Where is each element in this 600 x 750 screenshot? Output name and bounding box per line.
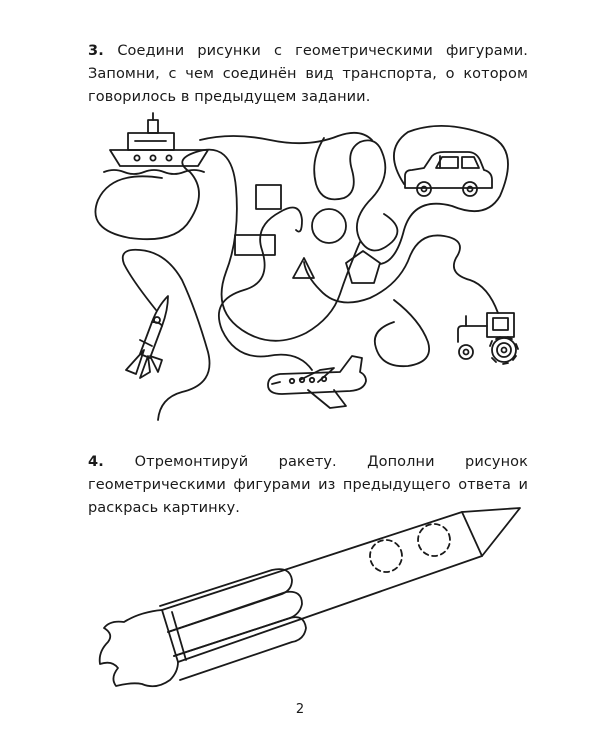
maze-line-tractor: [304, 235, 498, 313]
rocket-nose: [462, 508, 520, 556]
task-4-number: 4.: [88, 454, 135, 470]
tractor-icon: [458, 313, 518, 364]
maze-line-extra-1: [314, 138, 397, 251]
maze-line-extra-3: [375, 300, 429, 366]
rectangle-shape: [235, 235, 275, 255]
ship-icon: [104, 113, 208, 174]
maze-line-extra-2: [200, 133, 372, 143]
maze-illustration: [0, 110, 600, 430]
task-3: [88, 40, 528, 109]
maze-line-airplane: [219, 208, 312, 371]
circle-shape: [312, 209, 346, 243]
big-rocket-drawing: [0, 495, 600, 695]
maze-line-car: [380, 126, 508, 264]
task-3-number: 3.: [88, 43, 118, 59]
maze-line-ship: [95, 150, 360, 341]
task-4-text: Отремонтируй ракету. Дополни рисунок геометрическими фигурами из предыдущего ответа и раскрась картинку.: [88, 454, 529, 516]
square-shape: [256, 185, 281, 209]
rocket-icon: [126, 296, 168, 378]
task-3-text: Соедини рисунки с геометрическими фигурами. Запомни, с чем соединён вид транспорта, о котором говорилось в предыдущем задании.: [88, 43, 528, 105]
page-number: 2: [295, 702, 305, 717]
pentagon-shape: [346, 251, 380, 283]
rocket-body: [162, 512, 482, 662]
maze-line-rocket: [123, 250, 210, 420]
car-icon: [405, 152, 492, 196]
airplane-icon: [268, 356, 366, 408]
triangle-shape: [293, 258, 314, 278]
